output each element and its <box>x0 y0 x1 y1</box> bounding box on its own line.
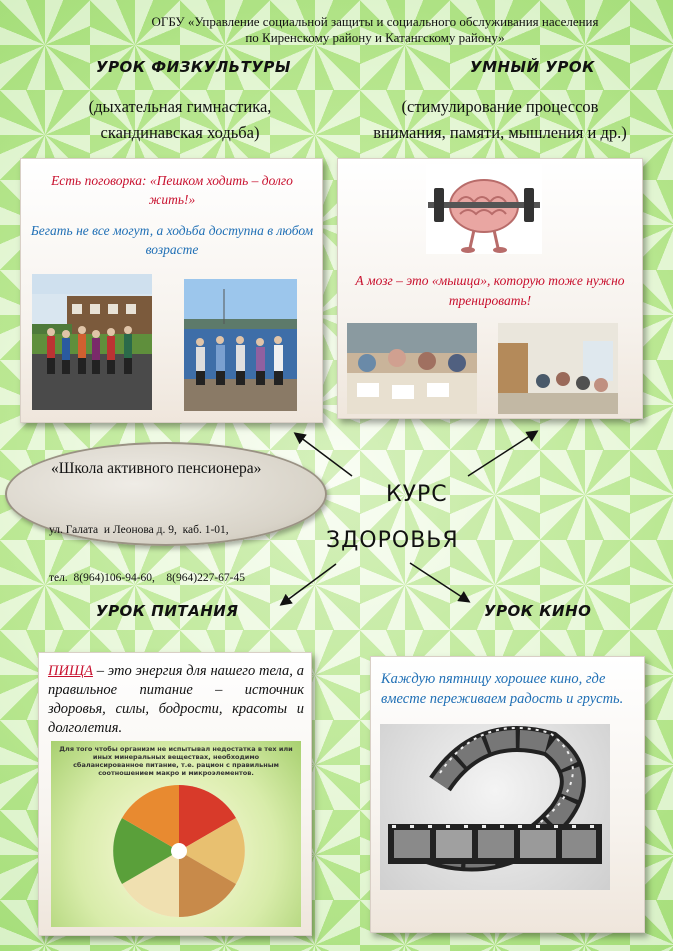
arrow-to-smart <box>468 432 536 476</box>
smart-lesson-card <box>337 158 643 419</box>
nutrition-lesson-title: УРОК ПИТАНИЯ <box>96 602 239 620</box>
school-phones: тел. 8(964)106-94-60, 8(964)227-67-45 <box>49 572 246 584</box>
nutrition-image <box>51 741 301 927</box>
smart-quote: А мозг – это «мышца», которую тоже нужно тренировать! <box>355 273 625 308</box>
nordic-walking-photo <box>32 274 152 410</box>
org-line-1: ОГБУ «Управление социальной защиты и социального обслуживания населения <box>151 14 599 29</box>
smart-sub-line-1: (стимулирование процессов <box>401 97 599 116</box>
pe-lesson-subtitle <box>30 94 330 146</box>
school-info-ellipse <box>5 442 327 584</box>
course-title-line-2: ЗДОРОВЬЯ <box>326 528 459 553</box>
organization-header <box>110 14 640 46</box>
smart-lesson-subtitle <box>340 94 660 146</box>
nutrition-keyword: ПИЩА <box>48 663 93 679</box>
nutrition-description: – это энергия для нашего тела, а правильное питание – источник здоровья, силы, бодрости, красоты и долголетия. <box>48 663 304 736</box>
food-plate-illustration <box>109 781 249 921</box>
pe-sub-line-1: (дыхательная гимнастика, <box>88 97 272 116</box>
film-reel-image <box>380 724 610 890</box>
nutrition-caption: Для того чтобы организм не испытывал недостатка в тех или иных минеральных веществах, необходимо сбалансированное питание, т.е. рацион с правильным соотношением макро и микроэлементов. <box>59 745 293 777</box>
smart-lesson-title: УМНЫЙ УРОК <box>470 58 595 76</box>
pe-lesson-title: УРОК ФИЗКУЛЬТУРЫ <box>96 58 291 76</box>
nutrition-text <box>48 662 304 738</box>
school-address: ул. Галата и Леонова д. 9, каб. 1-01, <box>49 524 229 536</box>
classroom-photo-1 <box>347 323 477 414</box>
pe-sub-line-2: скандинавская ходьба) <box>100 123 260 142</box>
course-title-line-1: КУРС <box>386 482 448 507</box>
arrow-to-nutrition <box>282 564 336 604</box>
pe-quote: Есть поговорка: «Пешком ходить – долго жить!» <box>51 173 293 207</box>
smart-sub-line-2: внимания, памяти, мышления и др.) <box>373 123 627 142</box>
school-name: «Школа активного пенсионера» <box>51 460 262 477</box>
cinema-lesson-card <box>370 656 645 933</box>
school-contacts <box>49 490 245 618</box>
brain-dumbbell-image <box>426 164 542 254</box>
cinema-text: Каждую пятницу хорошее кино, где вместе переживаем радость и грусть. <box>381 671 624 707</box>
cinema-lesson-title: УРОК КИНО <box>484 602 592 620</box>
org-line-2: по Киренскому району и Катангскому району» <box>245 30 505 45</box>
pe-lesson-card <box>20 158 323 423</box>
river-exercise-photo <box>184 279 297 411</box>
pe-note: Бегать не все могут, а ходьба доступна в любом возрасте <box>30 223 314 257</box>
arrow-to-cinema <box>410 563 468 601</box>
classroom-photo-2 <box>498 323 618 414</box>
nutrition-lesson-card <box>38 652 312 936</box>
